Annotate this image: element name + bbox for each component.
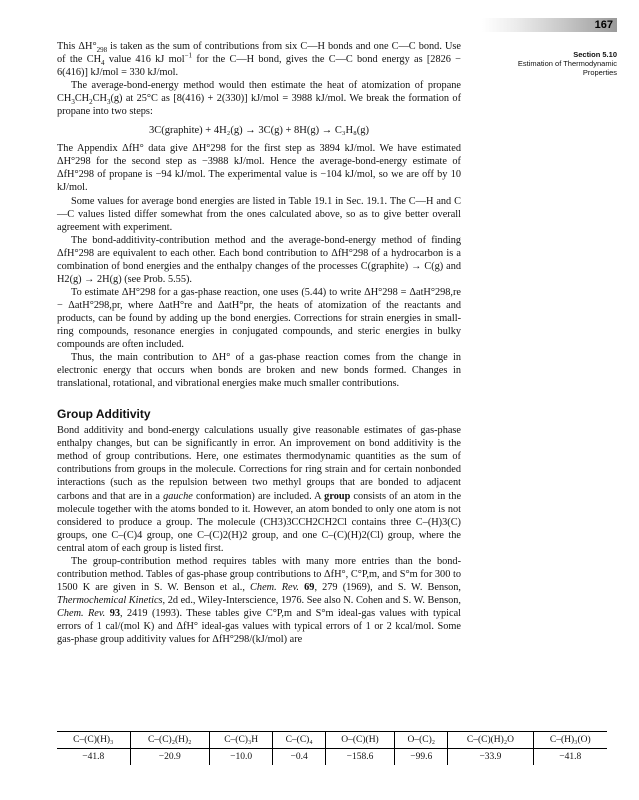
table-cell: −10.0 [209,749,273,766]
group-paragraph-1: Bond additivity and bond-energy calculations usually give reasonable estimates of gas-phase enthalpy changes, but can be significantly in error. An improvement on bond additivity is the method of group contributions. Here, one estimates thermodynamic quantities as the sum of contributions from groups in the molecule. Corrections for ring strain and for certain nonbonded interactions (such as the repulsion between two methyl groups that are bonded to adjacent carbons and that are in a gauche conformation) are included. A group consists of an atom in the molecule together with the atoms bonded to it. However, an atom bonded to only one atom is not considered to produce a group. The molecule (CH3)3CCH2CH2Cl contains three C–(H)3(C) groups, one C–(C)4 group, one C–(C)2(H)2 group, and one C–(C)(H)2(Cl) group, where the central atom of each group is listed first. [57,425,462,554]
group-paragraph-2: The group-contribution method requires tables with many more entries than the bond-contribution method. Tables of gas-phase group contributions to ΔfH°, C°P,m, and S°m for 300 to 1500 K are given in S. W. Benson et al., Chem. Rev. 69, 279 (1969), and S. W. Benson, Thermochemical Kinetics, 2d ed., Wiley-Interscience, 1976. See also N. Cohen and S. W. Benson, Chem. Rev. 93, 2419 (1993). These tables give C°P,m and S°m ideal-gas values with typical errors of 1 cal/(mol K) and ΔfH° ideal-gas values with typical errors of 1 or 2 kcal/mol. Some gas-phase group additivity values for ΔfH°298/(kJ/mol) are [57,555,461,646]
paragraph-1: This $\Delta H^\circ_{298}$ is taken as the sum of contributions from six C—H bonds and one C—C bond. Use of the $CH_4$ value 416 kJ mol$^{-1}$ for the C—H bond, gives the C—C bond energy as [2826 − 6(416)] kJ/mol = 330 kJ/mol. [57,41,462,79]
equation: 3C(graphite) + 4H₂(g) → 3C(g) + 8H(g) → C₃H₈(g) [149,125,369,137]
table-header-cell: C–(C)₂(H)₂ [130,732,209,749]
table-header-cell: C–(C)₃H [209,732,273,749]
table-cell: −41.8 [559,752,582,762]
table-cell: −158.6 [325,749,394,766]
paragraph-3: The Appendix ΔfH° data give ΔH°298 for the first step as 3894 kJ/mol. We have estimated ΔH°298 for the second step as −3988 kJ/mol. Hence the average-bond-energy estimate of ΔfH°298 of propane is −94 kJ/mol. The experimental value is −104 kJ/mol, so we are off by 10 kJ/mol. [57,143,461,194]
section-label: Section 5.10 [573,50,617,59]
table-cell: −20.9 [130,749,209,766]
table-header-cell: C–(C)(H)₃ [57,732,130,749]
table-header-cell: C–(C)(H)₂O [448,732,533,749]
paragraph-5: The bond-additivity-contribution method and the average-bond-energy method of finding ΔfH°298 are equivalent to each other. Each bond contribution to ΔfH°298 of a hydrocarbon is a combination of bond energies and the enthalpy changes of the processes C(graphite) → C(g) and H2(g) → 2H(g) (see Prob. 5.55). [57,234,461,285]
section-title-line1: Estimation of Thermodynamic [517,59,617,68]
table-header-cell: O–(C)(H) [325,732,394,749]
table-cell: −41.8 [57,749,130,766]
table-header-row [57,732,607,749]
table-header-cell: O–(C)₂ [395,732,448,749]
paragraph-6: To estimate ΔH°298 for a gas-phase reaction, one uses (5.44) to write ΔH°298 = ΔatH°298,re − ΔatH°298,pr, where ΔatH°re and ΔatH°pr, the heats of atomization of the reactants and products, can be found by adding up the bond energies. Corrections for strain energies in small-ring compounds, resonance energies in conjugated compounds, and steric energies in bulky compounds are often included. [57,286,461,351]
paragraph-4: Some values for average bond energies are listed in Table 19.1 in Sec. 19.1. The C—H and C—C values listed differ somewhat from the ones calculated above, so as to give better overall agreement with experiment. [57,195,461,233]
page-number: 167 [594,19,613,31]
table-cell: −99.6 [395,749,448,766]
page-number-bar [482,18,617,32]
running-header [477,50,617,77]
table-header-cell: C–(H)₃(O) [533,732,607,749]
section-title-line2: Properties [582,68,617,77]
group-values-table [57,731,607,765]
paragraph-7: Thus, the main contribution to ΔH° of a gas-phase reaction comes from the change in electronic energy that occurs when bonds are broken and new bonds formed. Changes in translational, rotational, and vibrational energies make much smaller contributions. [57,352,461,390]
table-cell: −33.9 [448,749,533,766]
main-text [57,40,461,646]
paragraph-2: The average-bond-energy method would then estimate the heat of atomization of propane $CH_3CH_2CH_3(g)$ at 25°C as [8(416) + 2(330)] kJ/mol = 3988 kJ/mol. We break the formation of propane into two steps: [57,80,461,118]
table-header-cell: C–(C)₄ [273,732,325,749]
table-row [57,749,607,766]
table-cell: −0.4 [273,749,325,766]
section-heading: Group Additivity [57,407,151,422]
